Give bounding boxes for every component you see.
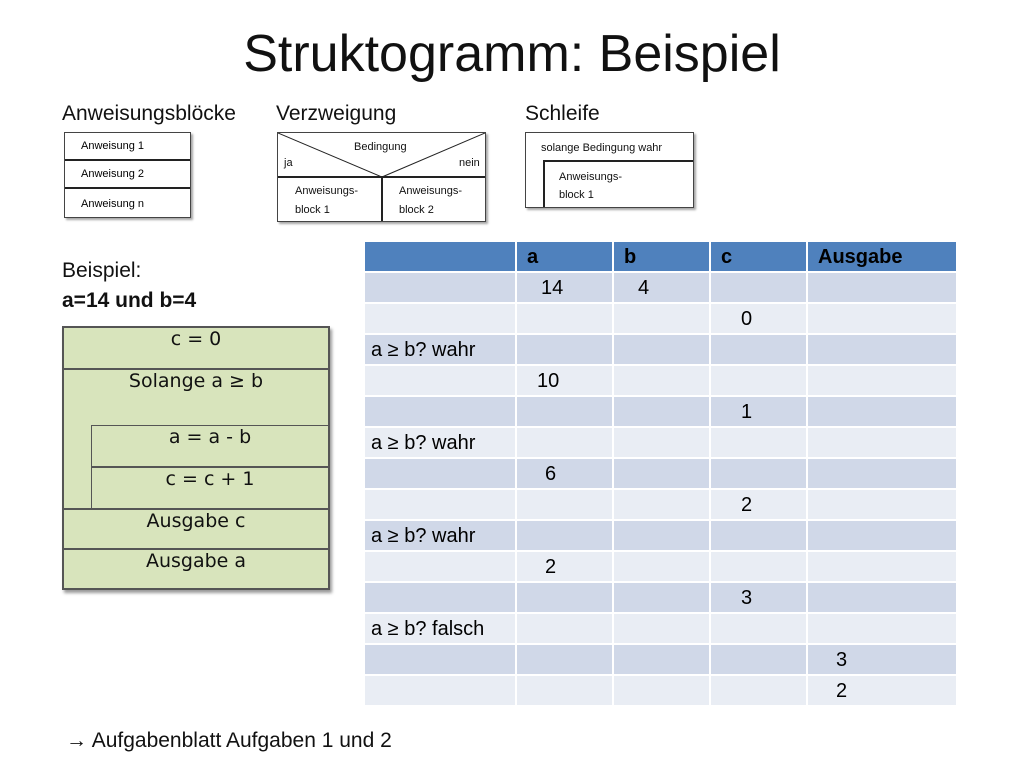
table-cell: 6 <box>516 458 613 489</box>
table-cell <box>807 334 957 365</box>
table-cell <box>516 613 613 644</box>
nassi-output-a <box>63 549 329 589</box>
table-cell <box>710 427 807 458</box>
branch-no: nein <box>459 157 480 169</box>
table-cell <box>710 551 807 582</box>
table-row <box>364 489 957 520</box>
branch-left-block-line2: block 1 <box>295 204 330 216</box>
table-cell <box>613 489 710 520</box>
instruction-blocks-diagram <box>64 132 191 218</box>
nassi-init <box>63 327 329 369</box>
example-label: Beispiel: <box>62 259 142 282</box>
table-cell <box>807 272 957 303</box>
loop-header: solange Bedingung wahr <box>541 142 663 154</box>
table-cell: a ≥ b? wahr <box>364 334 516 365</box>
table-cell <box>364 458 516 489</box>
table-cell: 1 <box>710 396 807 427</box>
branch-yes: ja <box>284 157 293 169</box>
nassi-output-c-text: Ausgabe c <box>146 510 246 532</box>
column-header: c <box>710 241 807 272</box>
table-cell: 2 <box>710 489 807 520</box>
table-cell <box>516 427 613 458</box>
table-cell <box>807 551 957 582</box>
table-cell: 14 <box>516 272 613 303</box>
nassi-init-text: c = 0 <box>170 328 222 350</box>
table-cell <box>807 458 957 489</box>
table-cell <box>516 582 613 613</box>
table-cell <box>516 334 613 365</box>
nassi-output-a-text: Ausgabe a <box>145 550 247 572</box>
nassi-body-1 <box>91 425 329 467</box>
table-row <box>364 334 957 365</box>
table-cell <box>516 520 613 551</box>
table-cell <box>807 365 957 396</box>
table-cell <box>807 303 957 334</box>
table-row <box>364 396 957 427</box>
table-row <box>364 427 957 458</box>
table-cell <box>613 520 710 551</box>
table-cell <box>807 427 957 458</box>
footer-text: Aufgabenblatt Aufgaben 1 und 2 <box>91 729 392 752</box>
loop-section-label: Schleife <box>525 102 600 125</box>
nassi-loop-text: Solange a ≥ b <box>128 370 264 392</box>
table-cell <box>364 303 516 334</box>
table-cell <box>364 582 516 613</box>
slide-title: Struktogramm: Beispiel <box>243 25 781 83</box>
table-cell: a ≥ b? wahr <box>364 427 516 458</box>
branch-right-block-line2: block 2 <box>399 204 434 216</box>
table-cell <box>613 334 710 365</box>
table-cell <box>710 613 807 644</box>
table-cell <box>516 489 613 520</box>
table-cell <box>516 675 613 706</box>
table-row <box>364 365 957 396</box>
table-cell: 2 <box>807 675 957 706</box>
table-cell <box>613 365 710 396</box>
branch-right-block-line1: Anweisungs- <box>399 185 462 197</box>
table-cell: 3 <box>710 582 807 613</box>
table-cell <box>613 582 710 613</box>
footer-note <box>66 727 392 755</box>
table-cell: a ≥ b? wahr <box>364 520 516 551</box>
table-cell <box>516 396 613 427</box>
table-cell: 4 <box>613 272 710 303</box>
table-cell <box>364 272 516 303</box>
nassi-output-c <box>63 509 329 549</box>
table-cell <box>516 644 613 675</box>
table-row <box>364 613 957 644</box>
table-cell <box>807 520 957 551</box>
arrow-right-icon: → <box>66 729 87 752</box>
loop-body <box>543 160 693 207</box>
table-cell <box>710 675 807 706</box>
table-row <box>364 520 957 551</box>
table-cell <box>807 396 957 427</box>
branch-condition: Bedingung <box>354 141 407 153</box>
table-cell <box>710 334 807 365</box>
table-cell <box>710 520 807 551</box>
table-cell <box>613 613 710 644</box>
table-cell: 3 <box>807 644 957 675</box>
table-cell: 2 <box>516 551 613 582</box>
table-cell: a ≥ b? falsch <box>364 613 516 644</box>
table-row <box>364 272 957 303</box>
table-row <box>364 458 957 489</box>
trace-table <box>363 240 958 707</box>
table-cell <box>364 489 516 520</box>
table-cell <box>516 303 613 334</box>
nassi-body-2-text: c = c + 1 <box>165 468 255 490</box>
loop-block-line1: Anweisungs- <box>559 171 622 183</box>
column-header: Ausgabe <box>807 241 957 272</box>
table-row <box>364 644 957 675</box>
table-cell <box>710 458 807 489</box>
block-item: Anweisung 2 <box>65 161 190 189</box>
table-cell: 0 <box>710 303 807 334</box>
table-cell <box>613 396 710 427</box>
loop-diagram <box>525 132 694 208</box>
column-header <box>364 241 516 272</box>
table-cell <box>613 458 710 489</box>
blocks-section-label: Anweisungsblöcke <box>62 102 236 125</box>
nassi-diagram <box>62 326 330 590</box>
branch-left-block-line1: Anweisungs- <box>295 185 358 197</box>
table-header-row <box>364 241 957 272</box>
table-cell <box>710 272 807 303</box>
table-cell <box>364 365 516 396</box>
table-row <box>364 582 957 613</box>
column-header: b <box>613 241 710 272</box>
table-cell <box>364 551 516 582</box>
table-cell <box>710 644 807 675</box>
table-cell <box>613 427 710 458</box>
table-cell <box>364 644 516 675</box>
table-cell <box>613 551 710 582</box>
table-cell <box>807 489 957 520</box>
table-cell <box>364 675 516 706</box>
nassi-body-2 <box>91 467 329 509</box>
table-cell <box>807 582 957 613</box>
branch-section-label: Verzweigung <box>276 102 397 125</box>
example-values: a=14 und b=4 <box>62 289 197 312</box>
table-cell <box>613 303 710 334</box>
table-cell <box>710 365 807 396</box>
table-row <box>364 303 957 334</box>
block-item: Anweisung n <box>81 197 144 210</box>
nassi-body-1-text: a = a - b <box>168 426 252 448</box>
loop-block-line2: block 1 <box>559 189 594 201</box>
branch-diagram <box>277 132 486 222</box>
block-item: Anweisung 1 <box>65 133 190 161</box>
table-cell: 10 <box>516 365 613 396</box>
table-cell <box>613 675 710 706</box>
table-cell <box>613 644 710 675</box>
table-cell <box>364 396 516 427</box>
column-header: a <box>516 241 613 272</box>
table-row <box>364 551 957 582</box>
table-row <box>364 675 957 706</box>
table-cell <box>807 613 957 644</box>
